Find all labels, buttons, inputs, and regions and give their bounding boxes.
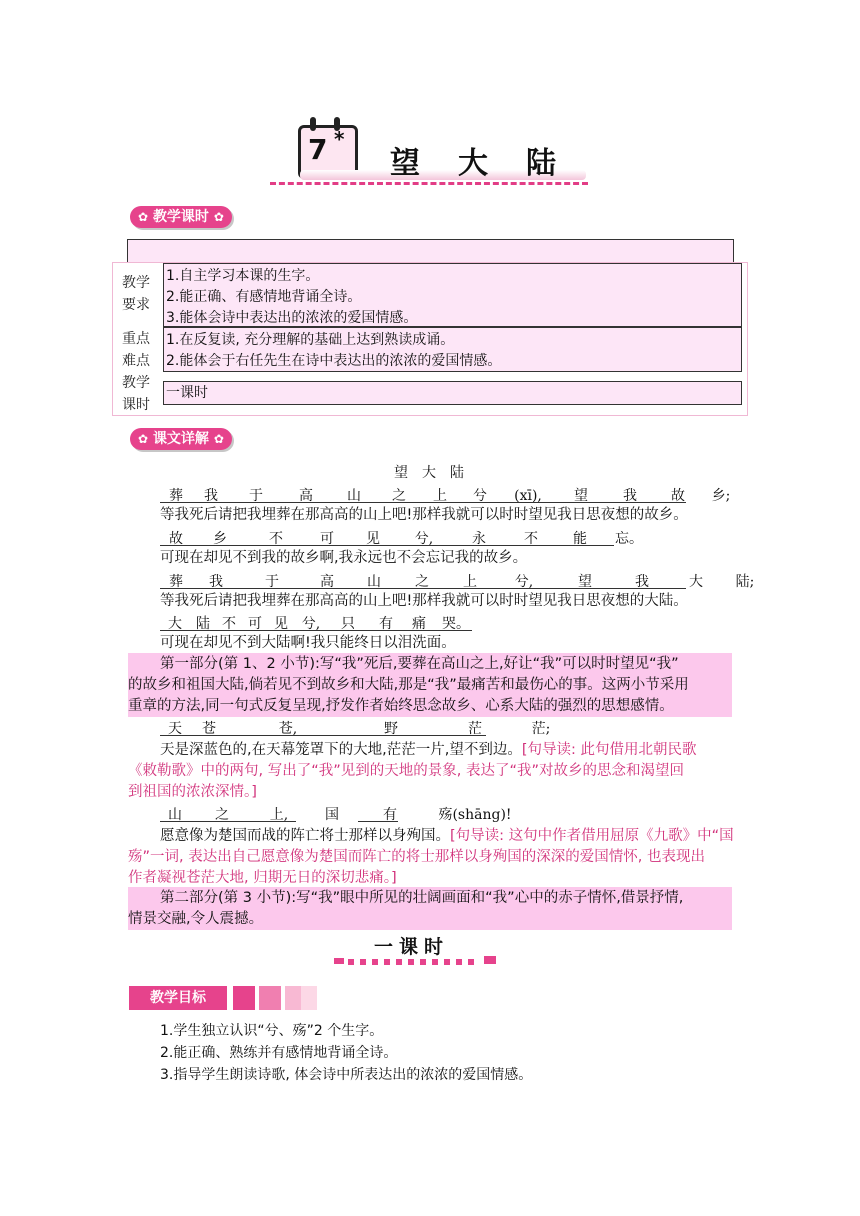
keypoints-cell: 1.在反复读, 充分理解的基础上达到熟读成诵。 2.能体会于右任先生在诗中表达出的浓浓的爱国情感。 (163, 327, 742, 372)
teaching-hours-badge: ✿ 教学课时 ✿ (130, 206, 232, 228)
decor-square (233, 986, 255, 1010)
translation-4: 可现在却见不到大陆啊!我只能终日以泪洗面。 (160, 635, 456, 651)
requirements-cell: 1.自主学习本课的生字。 2.能正确、有感情地背诵全诗。 3.能体会诗中表达出的浓浓的爱国情感。 (163, 263, 742, 327)
section-divider (334, 956, 502, 968)
poem-line-3: 葬 我 于 高 山 之 上 兮, 望 我 大 陆; (169, 574, 755, 590)
teaching-goals-badge: 教学目标 (129, 986, 227, 1010)
poem-line-5: 天 苍 苍, 野 茫 茫; (168, 721, 551, 737)
lesson-number-calendar-icon (298, 117, 356, 177)
underline (160, 735, 486, 736)
guide-line: 殇”一词, 表达出自己愿意像为楚国而阵亡的将士那样以身殉国的深深的爱国情怀, 也表现出 (128, 849, 705, 865)
title-char: 陆 (526, 146, 556, 181)
part2-line: 情景交融,令人震撼。 (128, 911, 264, 927)
underline (160, 630, 472, 631)
section-title: 一课时 (374, 936, 450, 958)
translation-3: 等我死后请把我埋葬在那高高的山上吧!那样我就可以时时望见我日思夜想的大陆。 (160, 593, 688, 609)
poem-title: 望 大 陆 (394, 465, 464, 481)
row-label-hours: 教学 课时 (122, 375, 150, 413)
title-divider (270, 182, 588, 185)
star-icon: ✿ (213, 432, 224, 446)
text-explanation-badge: ✿ 课文详解 ✿ (130, 428, 232, 450)
hours-cell: 一课时 (163, 381, 742, 405)
poem-line-1: 葬 我 于 高 山 之 上 兮 (xī), 望 我 故 乡; (169, 488, 731, 504)
star-icon: ✿ (138, 210, 149, 224)
underline (160, 545, 614, 546)
table-header-bar (127, 239, 734, 263)
title-char: 望 (390, 146, 420, 181)
decor-square (301, 986, 317, 1010)
row-label-requirements: 教学 要求 (122, 275, 150, 313)
translation-6: 愿意像为楚国而战的阵亡将士那样以身殉国。[句导读: 这句中作者借用屈原《九歌》中“国 (160, 828, 734, 844)
row-label-keypoints: 重点 难点 (122, 331, 150, 369)
poem-line-2: 故 乡 不 可 见 兮, 永 不 能 忘。 (169, 531, 643, 547)
goal-item: 2.能正确、熟练并有感情地背诵全诗。 (160, 1045, 398, 1061)
star-icon: ✿ (213, 210, 224, 224)
underline (358, 821, 398, 822)
goal-item: 3.指导学生朗读诗歌, 体会诗中所表达出的浓浓的爱国情感。 (160, 1067, 533, 1083)
underline (160, 502, 686, 503)
poem-line-6: 山 之 上, 国 有 殇(shāng)! (168, 807, 512, 823)
poem-line-4: 大 陆 不 可 见 兮, 只 有 痛 哭。 (168, 616, 470, 632)
underline (160, 588, 686, 589)
optional-star: * (334, 127, 345, 151)
guide-line: 作者凝视苍茫大地, 归期无日的深切悲痛。] (128, 870, 397, 886)
translation-5: 天是深蓝色的,在天幕笼罩下的大地,茫茫一片,望不到边。[句导读: 此句借用北朝民歌 (160, 742, 697, 758)
translation-2: 可现在却见不到我的故乡啊,我永远也不会忘记我的故乡。 (160, 550, 528, 566)
guide-line: 到祖国的浓浓深情。] (128, 784, 257, 800)
part1-line: 的故乡和祖国大陆,倘若见不到故乡和大陆,那是“我”最痛苦和最伤心的事。这两小节采用 (128, 677, 689, 693)
star-icon: ✿ (138, 432, 149, 446)
part1-line: 重章的方法,同一句式反复呈现,抒发作者始终思念故乡、心系大陆的强烈的思想感情。 (128, 698, 674, 714)
guide-line: 《敕勒歌》中的两句, 写出了“我”见到的天地的景象, 表达了“我”对故乡的思念和渴望回 (128, 763, 684, 779)
part2-line: 第二部分(第 3 小节):写“我”眼中所见的壮阔画面和“我”心中的赤子情怀,借景抒情, (160, 890, 684, 906)
title-char: 大 (458, 146, 488, 181)
lesson-number: 7 (308, 133, 328, 166)
goal-item: 1.学生独立认识“兮、殇”2 个生字。 (160, 1023, 384, 1039)
underline (160, 821, 296, 822)
part1-line: 第一部分(第 1、2 小节):写“我”死后,要葬在高山之上,好让“我”可以时时望见“我” (160, 656, 679, 672)
translation-1: 等我死后请把我埋葬在那高高的山上吧!那样我就可以时时望见我日思夜想的故乡。 (160, 507, 688, 523)
decor-square (259, 986, 281, 1010)
